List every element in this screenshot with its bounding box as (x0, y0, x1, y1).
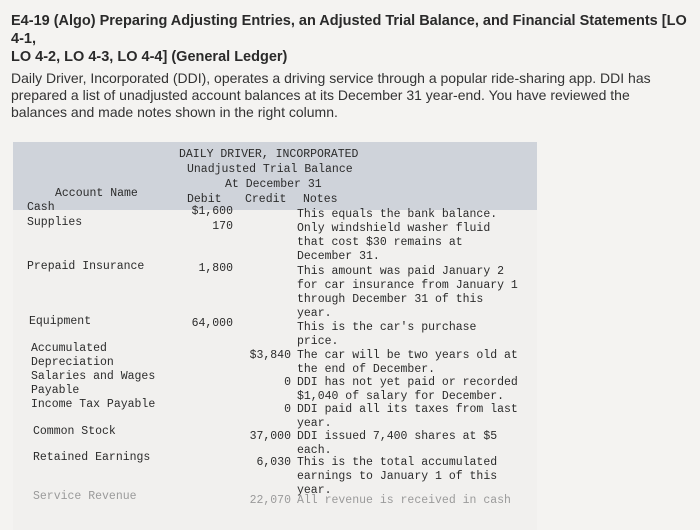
note-line: price. (297, 335, 339, 348)
note-line: This is the total accumulated (297, 456, 498, 469)
credit-amount: $3,840 (249, 349, 291, 362)
intro-line-3: balances and made notes shown in the right column. (11, 104, 338, 120)
note-line: This amount was paid January 2 (297, 265, 505, 278)
report-title: Unadjusted Trial Balance (187, 163, 353, 176)
title-line-1: E4-19 (Algo) Preparing Adjusting Entries, an Adjusted Trial Balance, and Financial Statements [LO 4-1, (11, 13, 687, 47)
note-line: year. (297, 307, 332, 320)
header-account-name: Account Name (55, 187, 138, 200)
debit-amount: 170 (212, 220, 233, 233)
note-line: for car insurance from January 1 (297, 279, 518, 292)
note-line: through December 31 of this (297, 293, 484, 306)
note-line: $1,040 of salary for December. (297, 390, 505, 403)
note-line: Only windshield washer fluid (297, 222, 491, 235)
account-name: Supplies (27, 216, 83, 229)
trial-balance-table (13, 142, 537, 530)
note-line: year. (297, 484, 332, 497)
credit-amount: 37,000 (249, 430, 291, 443)
account-name-line-2: Payable (31, 384, 80, 397)
intro-line-2: prepared a list of unadjusted account balances at its December 31 year-end. You have reviewed the (11, 87, 630, 103)
credit-amount: 0 (284, 376, 291, 389)
credit-amount: 6,030 (256, 456, 291, 469)
account-name: Cash (27, 201, 55, 214)
note-line: each. (297, 444, 332, 457)
problem-intro (11, 70, 681, 121)
credit-amount: 0 (284, 403, 291, 416)
note-line: DDI issued 7,400 shares at $5 (297, 430, 498, 443)
account-name: Income Tax Payable (31, 398, 156, 411)
account-name: Salaries and Wages (31, 370, 156, 383)
account-name: Service Revenue (33, 490, 137, 503)
intro-line-1: Daily Driver, Incorporated (DDI), operates a driving service through a popular ride-sharing app. DDI has (11, 70, 651, 86)
note-line: All revenue is received in cash (297, 494, 511, 507)
debit-amount: $1,600 (191, 205, 233, 218)
note-line: the end of December. (297, 363, 436, 376)
title-line-2: LO 4-2, LO 4-3, LO 4-4] (General Ledger) (11, 49, 288, 65)
account-name: Common Stock (33, 425, 116, 438)
account-name: Equipment (29, 315, 92, 328)
note-line: DDI has not yet paid or recorded (297, 376, 518, 389)
note-line: year. (297, 417, 332, 430)
problem-title (11, 12, 691, 66)
note-line: This equals the bank balance. (297, 208, 498, 221)
header-credit: Credit (245, 193, 287, 206)
note-line: The car will be two years old at (297, 349, 518, 362)
account-name: Accumulated (31, 342, 107, 355)
company-name: DAILY DRIVER, INCORPORATED (179, 148, 359, 161)
note-line: earnings to January 1 of this (297, 470, 498, 483)
note-line: December 31. (297, 250, 380, 263)
header-debit: Debit (187, 193, 222, 206)
credit-amount: 22,070 (249, 494, 291, 507)
report-date: At December 31 (225, 178, 322, 191)
note-line: that cost $30 remains at (297, 236, 463, 249)
note-line: DDI paid all its taxes from last (297, 403, 518, 416)
account-name-line-2: Depreciation (31, 356, 114, 369)
note-line: This is the car's purchase (297, 321, 477, 334)
account-name: Retained Earnings (33, 451, 151, 464)
debit-amount: 1,800 (198, 262, 233, 275)
debit-amount: 64,000 (191, 317, 233, 330)
account-name: Prepaid Insurance (27, 260, 145, 273)
header-notes: Notes (303, 193, 338, 206)
